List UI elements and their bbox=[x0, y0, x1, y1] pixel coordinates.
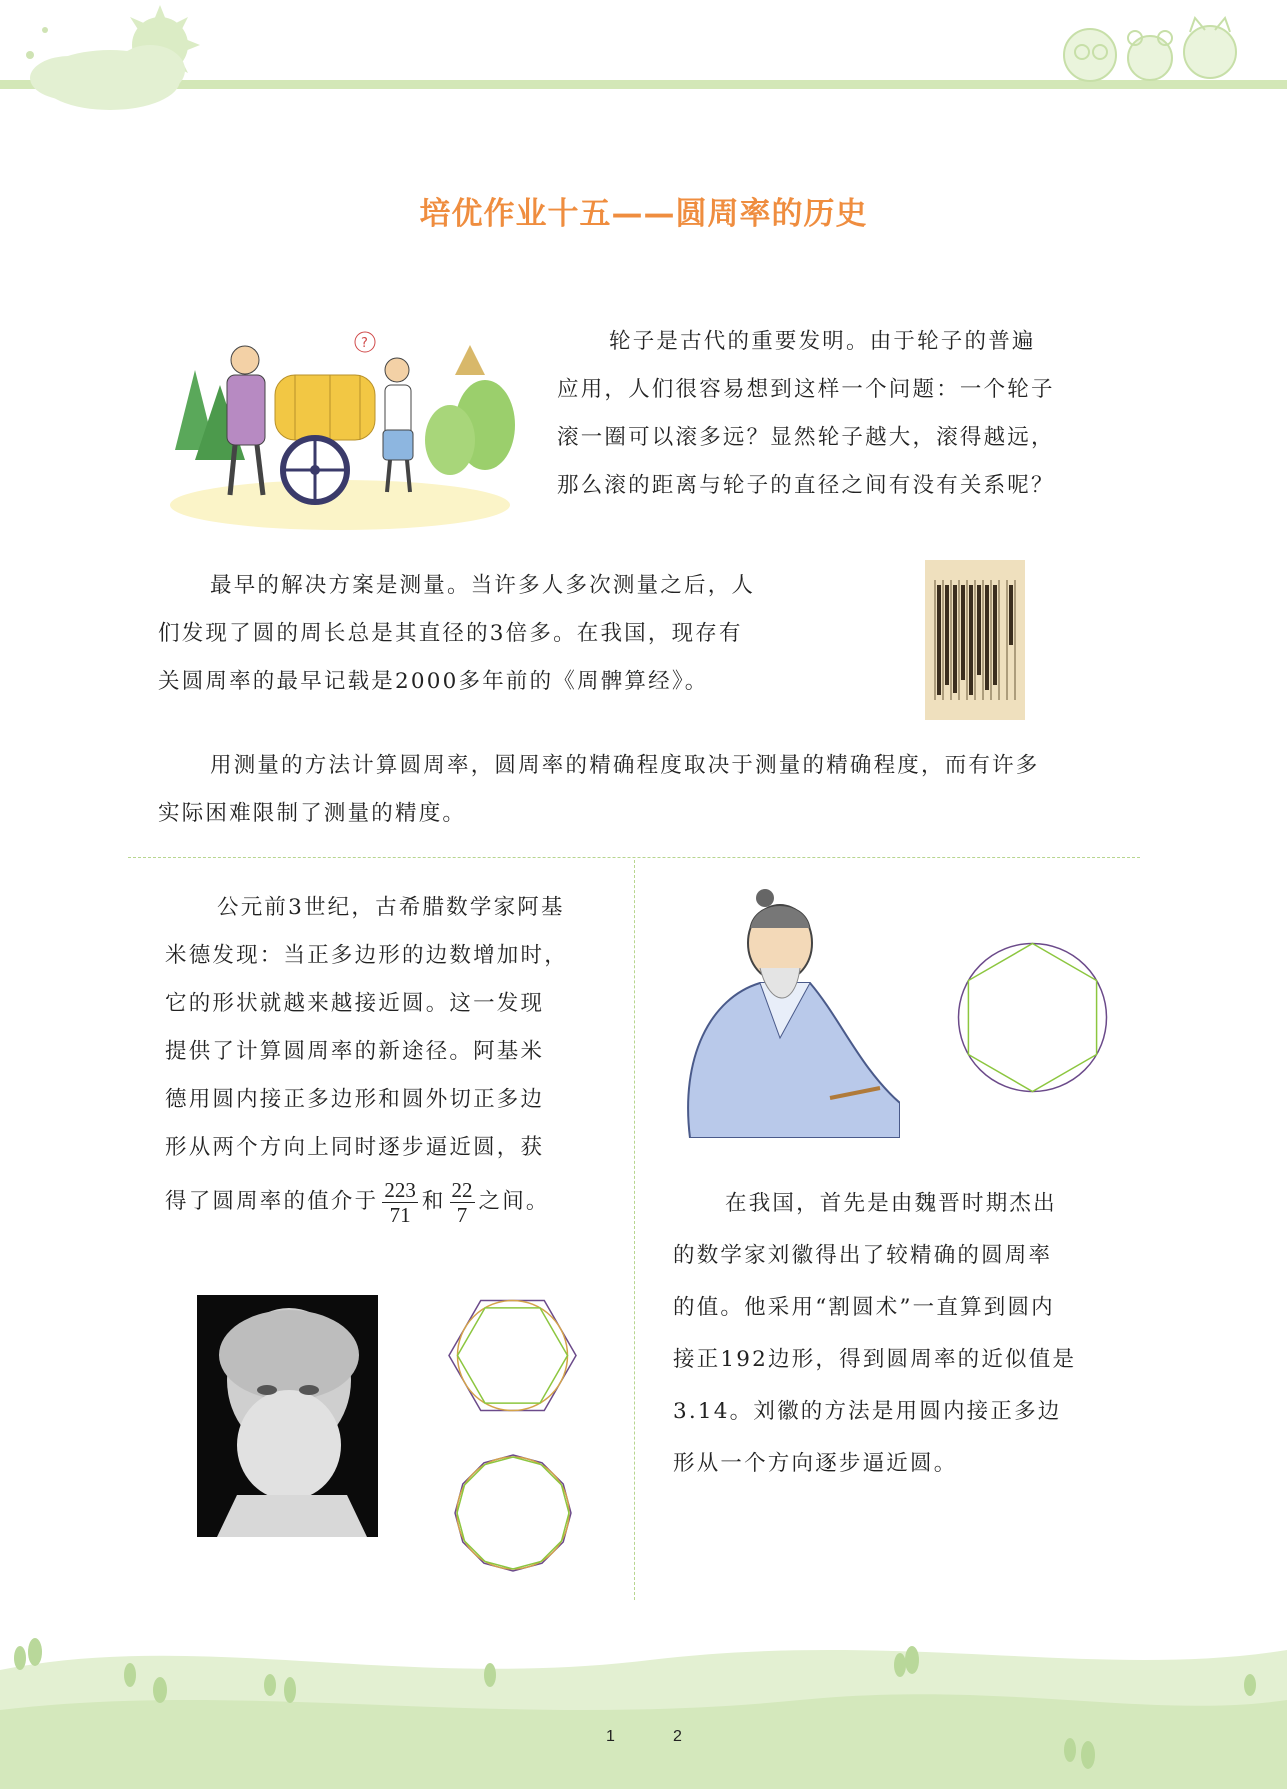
svg-text:?: ? bbox=[361, 336, 368, 351]
text-line: 它的形状就越来越接近圆。这一发现 bbox=[165, 991, 545, 1016]
page-number-left: 1 bbox=[606, 1728, 615, 1745]
paragraph-wheel-question bbox=[557, 318, 1107, 510]
text-line: 最早的解决方案是测量。当许多人多次测量之后，人 bbox=[210, 573, 756, 598]
text-line: 米德发现：当正多边形的边数增加时， bbox=[165, 943, 568, 968]
sun-cloud-decoration bbox=[0, 0, 220, 120]
text-fragment: 之间。 bbox=[478, 1189, 550, 1214]
fraction-22-7 bbox=[450, 1178, 475, 1227]
ancient-book-image bbox=[925, 560, 1025, 720]
inscribed-circumscribed-dodecagon-diagram bbox=[448, 1448, 578, 1578]
text-line: 用测量的方法计算圆周率，圆周率的精确程度取决于测量的精确程度，而有许多 bbox=[210, 753, 1040, 778]
text-line: 那么滚的距离与轮子的直径之间有没有关系呢？ bbox=[557, 473, 1055, 498]
text-line: 实际困难限制了测量的精度。 bbox=[158, 801, 467, 826]
text-line: 们发现了圆的周长总是其直径的3倍多。在我国，现存有 bbox=[158, 621, 743, 646]
text-fragment: 得了圆周率的值介于 bbox=[165, 1189, 379, 1214]
text-line: 公元前3世纪，古希腊数学家阿基 bbox=[217, 895, 565, 920]
text-fragment: 和 bbox=[421, 1189, 446, 1214]
horizontal-divider bbox=[128, 857, 1140, 858]
paragraph-liu-hui bbox=[673, 1178, 1113, 1490]
text-line: 在我国，首先是由魏晋时期杰出 bbox=[725, 1191, 1057, 1216]
bottom-hills-decoration bbox=[0, 1630, 1287, 1789]
text-line: 滚一圈可以滚多远？显然轮子越大，滚得越远， bbox=[557, 425, 1055, 450]
text-line: 的数学家刘徽得出了较精确的圆周率 bbox=[673, 1243, 1053, 1268]
fraction-denominator: 71 bbox=[389, 1202, 411, 1227]
inscribed-circumscribed-hexagon-diagram bbox=[440, 1288, 585, 1423]
text-line: 轮子是古代的重要发明。由于轮子的普遍 bbox=[609, 329, 1036, 354]
paragraph-measurement-limits bbox=[158, 742, 1118, 838]
text-line: 关圆周率的最早记载是2000多年前的《周髀算经》。 bbox=[158, 669, 709, 694]
animal-heads-decoration bbox=[1055, 10, 1255, 90]
text-line: 形从一个方向逐步逼近圆。 bbox=[673, 1451, 958, 1476]
circle-inscribed-hexagon-diagram bbox=[955, 940, 1110, 1095]
paragraph-measurement bbox=[158, 562, 808, 706]
text-line: 形从两个方向上同时逐步逼近圆，获 bbox=[165, 1135, 545, 1160]
liu-hui-illustration bbox=[670, 888, 900, 1138]
text-line: 应用，人们很容易想到这样一个问题：一个轮子 bbox=[557, 377, 1055, 402]
fraction-denominator: 7 bbox=[456, 1202, 468, 1227]
text-line: 的值。他采用“割圆术”一直算到圆内 bbox=[673, 1295, 1055, 1320]
text-line: 提供了计算圆周率的新途径。阿基米 bbox=[165, 1039, 545, 1064]
fraction-numerator: 22 bbox=[451, 1177, 473, 1202]
archimedes-bust-photo bbox=[197, 1295, 378, 1537]
fraction-numerator: 223 bbox=[384, 1177, 416, 1202]
page-number-right: 2 bbox=[673, 1728, 682, 1745]
text-line: 3.14。刘徽的方法是用圆内接正多边 bbox=[673, 1399, 1062, 1424]
wheelbarrow-illustration bbox=[165, 330, 515, 530]
fraction-223-71 bbox=[382, 1178, 418, 1227]
page-title: 培优作业十五——圆周率的历史 bbox=[419, 196, 868, 232]
vertical-divider bbox=[634, 860, 635, 1600]
text-line: 德用圆内接正多边形和圆外切正多边 bbox=[165, 1087, 545, 1112]
paragraph-archimedes bbox=[165, 884, 605, 1232]
text-line-with-fractions bbox=[165, 1172, 605, 1232]
text-line: 接正192边形，得到圆周率的近似值是 bbox=[673, 1347, 1077, 1372]
